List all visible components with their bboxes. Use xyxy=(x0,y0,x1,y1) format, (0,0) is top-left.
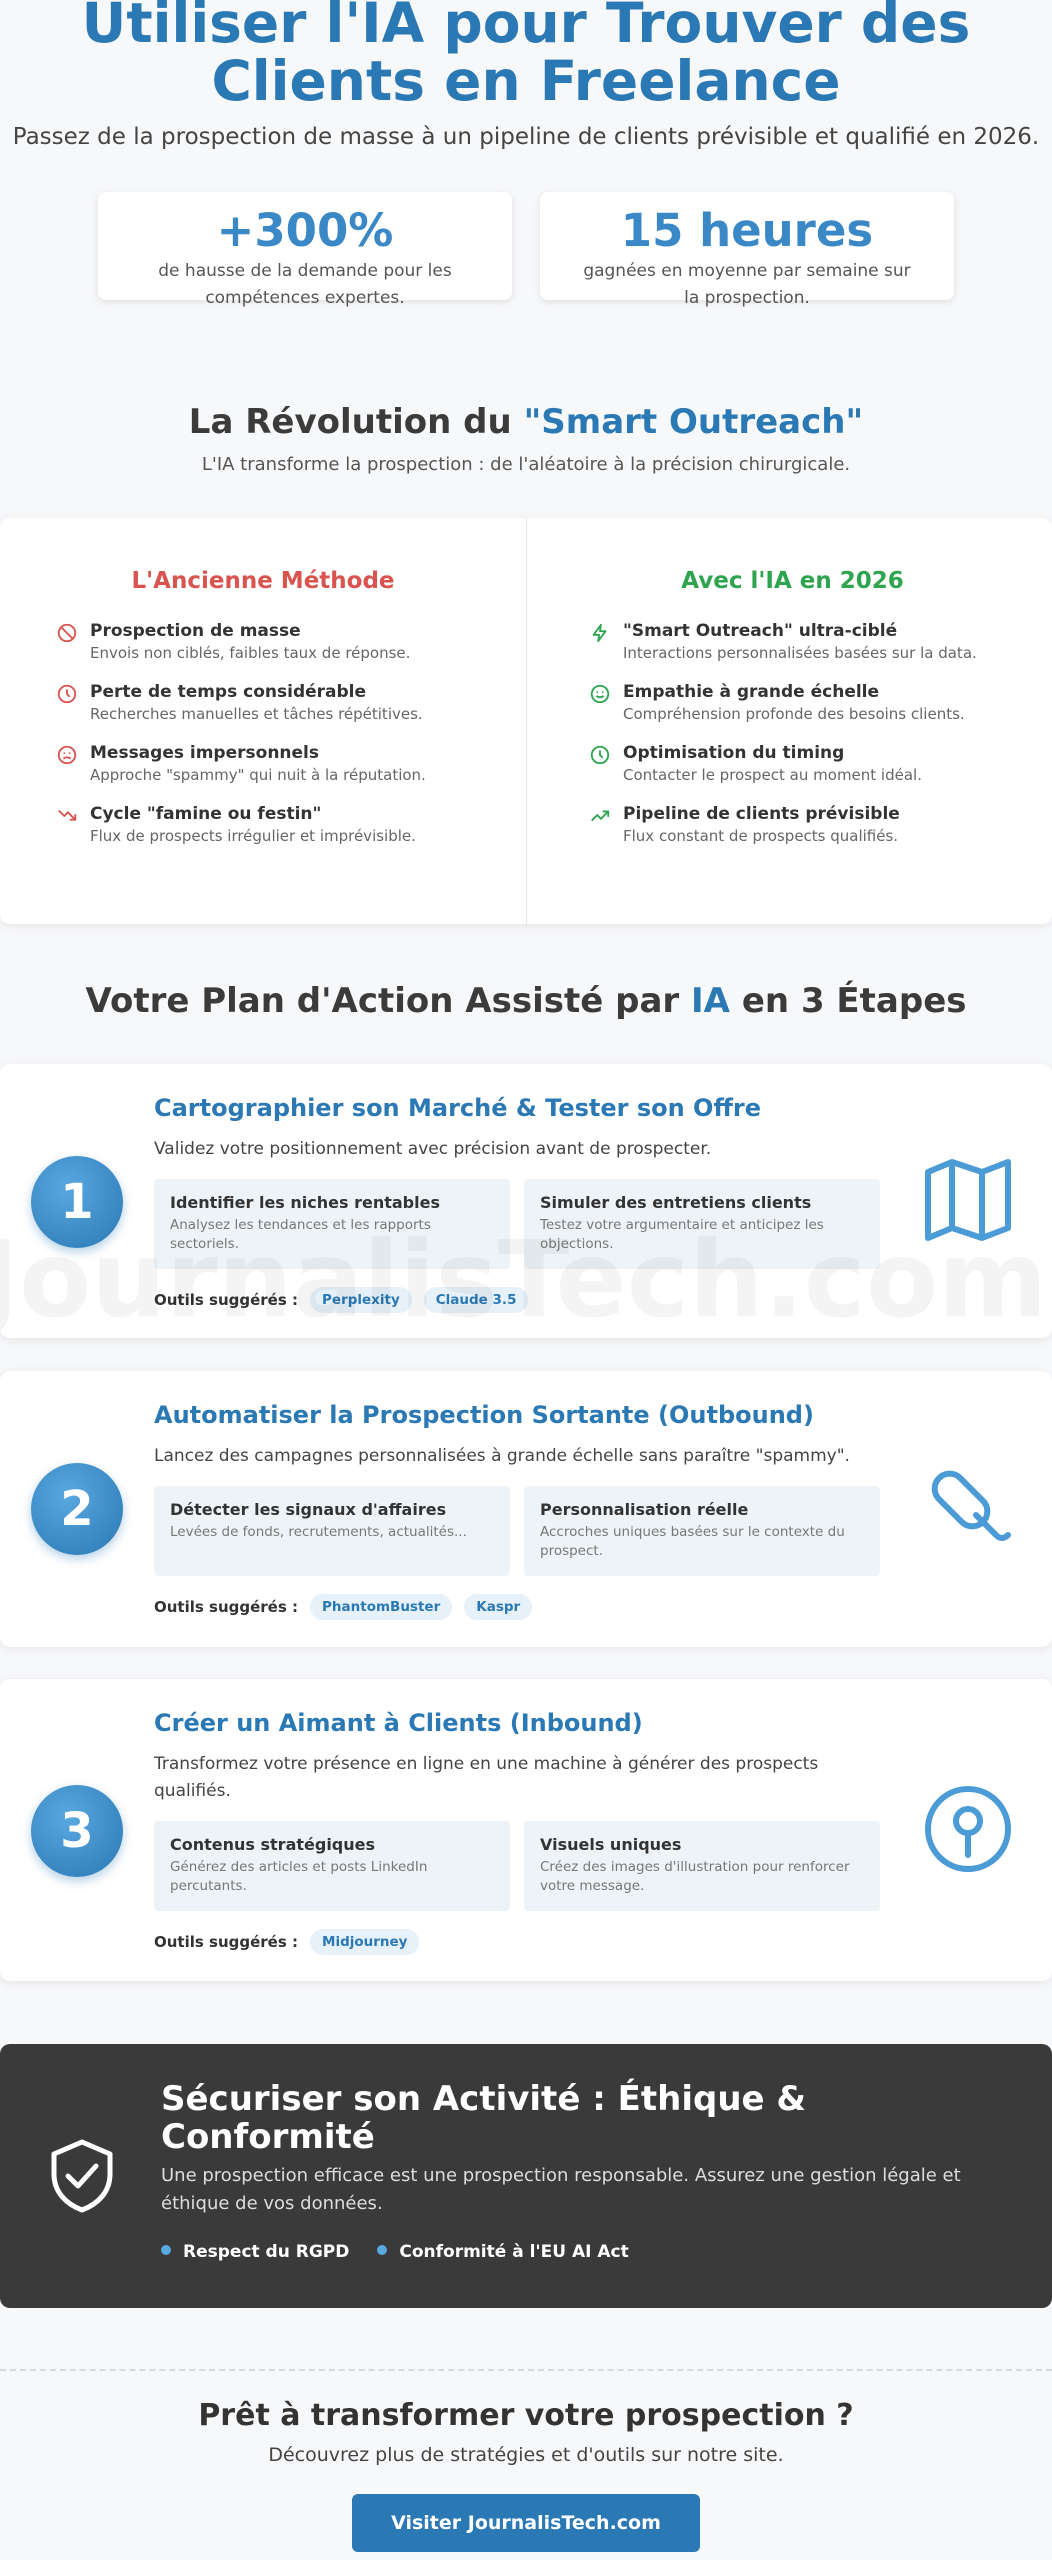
old-method-column xyxy=(0,518,526,924)
item-title: Empathie à grande échelle xyxy=(623,682,880,702)
cta-subtitle: Découvrez plus de stratégies et d'outils sur notre site. xyxy=(268,2444,784,2466)
item-desc: Recherches manuelles et tâches répétitives. xyxy=(90,705,423,723)
smile-face-icon xyxy=(589,683,611,705)
page-title: Utiliser l'IA pour Trouver des Clients en Freelance xyxy=(81,0,971,113)
item-desc: Flux constant de prospects qualifiés. xyxy=(623,827,899,845)
plan-title-suffix: en 3 Étapes xyxy=(730,981,967,1021)
item-title: Perte de temps considérable xyxy=(90,682,367,702)
hero xyxy=(0,0,1052,150)
stat-value: 15 heures xyxy=(620,204,874,257)
list-item xyxy=(589,742,1052,786)
item-title: "Smart Outreach" ultra-ciblé xyxy=(623,621,898,641)
step-lead: Transformez votre présence en ligne en une machine à générer des prospects qualifiés. xyxy=(154,1754,819,1801)
tools-label: Outils suggérés : xyxy=(154,1291,299,1309)
item-desc: Flux de prospects irrégulier et imprévisible. xyxy=(90,827,416,845)
ethics-text: Une prospection efficace est une prospection responsable. Assurez une gestion légale et éthique de vos données. xyxy=(161,2165,961,2214)
new-method-column xyxy=(526,518,1052,924)
location-pin-icon xyxy=(918,1779,1018,1879)
subcard-title: Personnalisation réelle xyxy=(540,1500,749,1519)
subcard-title: Contenus stratégiques xyxy=(170,1835,376,1854)
step-lead: Validez votre positionnement avec précision avant de prospecter. xyxy=(154,1139,712,1159)
item-desc: Interactions personnalisées basées sur la data. xyxy=(623,644,977,662)
step-number: 3 xyxy=(31,1785,123,1877)
stat-desc: gagnées en moyenne par semaine sur la prospection. xyxy=(583,261,911,308)
tool-tag: PhantomBuster xyxy=(310,1594,452,1620)
step-title: Créer un Aimant à Clients (Inbound) xyxy=(154,1709,643,1737)
step-subcard xyxy=(524,1821,880,1911)
subcard-desc: Générez des articles et posts LinkedIn percutants. xyxy=(170,1859,428,1894)
tool-tag: Kaspr xyxy=(464,1594,532,1620)
page-subtitle: Passez de la prospection de masse à un pipeline de clients prévisible et qualifié en 2026. xyxy=(12,124,1040,150)
bullet-item: Respect du RGPD xyxy=(161,2242,349,2262)
tools-label: Outils suggérés : xyxy=(154,1598,299,1616)
step-title: Automatiser la Prospection Sortante (Outbound) xyxy=(154,1401,814,1429)
cta-title: Prêt à transformer votre prospection ? xyxy=(198,2398,854,2433)
step-subcard xyxy=(524,1486,880,1576)
clock-icon xyxy=(56,683,78,705)
subcard-title: Simuler des entretiens clients xyxy=(540,1193,812,1212)
step-subcard xyxy=(154,1486,510,1576)
tools-label: Outils suggérés : xyxy=(154,1933,299,1951)
step-number: 2 xyxy=(31,1463,123,1555)
tools-row xyxy=(154,1929,884,1955)
revolution-subtitle: L'IA transforme la prospection : de l'aléatoire à la précision chirurgicale. xyxy=(201,454,851,475)
tool-tag: Midjourney xyxy=(310,1929,419,1955)
shield-check-icon xyxy=(42,2136,122,2216)
ethics-title: Sécuriser son Activité : Éthique & Conformité xyxy=(161,2079,807,2157)
subcard-title: Identifier les niches rentables xyxy=(170,1193,440,1212)
step-card xyxy=(0,1679,1052,1981)
plan-title-highlight: IA xyxy=(691,981,730,1021)
comparison-panel xyxy=(0,518,1052,924)
bullet-item: Conformité à l'EU AI Act xyxy=(377,2242,628,2262)
lightning-icon xyxy=(589,622,611,644)
list-item xyxy=(56,742,526,786)
step-subcard xyxy=(524,1179,880,1269)
plan-title-prefix: Votre Plan d'Action Assisté par xyxy=(85,981,692,1021)
item-title: Messages impersonnels xyxy=(90,743,319,763)
clock-icon xyxy=(589,744,611,766)
sad-face-icon xyxy=(56,744,78,766)
divider xyxy=(0,2369,1052,2371)
subcard-desc: Accroches uniques basées sur le contexte du prospect. xyxy=(540,1524,845,1559)
stat-value: +300% xyxy=(216,204,394,257)
ethics-banner xyxy=(0,2044,1052,2308)
item-title: Pipeline de clients prévisible xyxy=(623,804,900,824)
step-card xyxy=(0,1064,1052,1338)
item-desc: Envois non ciblés, faibles taux de réponse. xyxy=(90,644,411,662)
list-item xyxy=(56,803,526,847)
visit-site-button[interactable]: Visiter JournalisTech.com xyxy=(352,2494,700,2552)
list-item xyxy=(589,681,1052,725)
step-title: Cartographier son Marché & Tester son Offre xyxy=(154,1094,761,1122)
list-item xyxy=(56,681,526,725)
item-desc: Contacter le prospect au moment idéal. xyxy=(623,766,922,784)
tool-tag: Perplexity xyxy=(310,1287,412,1313)
map-icon xyxy=(918,1150,1018,1250)
stat-card xyxy=(540,192,954,308)
ban-icon xyxy=(56,622,78,644)
stat-card xyxy=(98,192,512,308)
subcard-title: Visuels uniques xyxy=(540,1835,682,1854)
revolution-header xyxy=(0,402,1052,475)
subcard-desc: Créez des images d'illustration pour renforcer votre message. xyxy=(540,1859,850,1894)
subcard-desc: Testez votre argumentaire et anticipez les objections. xyxy=(540,1217,824,1252)
ethics-bullets xyxy=(161,2242,629,2262)
step-subcard xyxy=(154,1821,510,1911)
trend-down-icon xyxy=(56,805,78,827)
step-number: 1 xyxy=(31,1156,123,1248)
new-method-heading: Avec l'IA en 2026 xyxy=(681,568,904,594)
old-method-heading: L'Ancienne Méthode xyxy=(131,568,395,594)
revolution-title-prefix: La Révolution du xyxy=(188,402,524,442)
item-title: Cycle "famine ou festin" xyxy=(90,804,322,824)
item-title: Prospection de masse xyxy=(90,621,301,641)
revolution-title-highlight: "Smart Outreach" xyxy=(523,402,864,442)
list-item xyxy=(56,620,526,664)
trend-up-icon xyxy=(589,805,611,827)
step-card xyxy=(0,1371,1052,1647)
subcard-title: Détecter les signaux d'affaires xyxy=(170,1500,447,1519)
list-item xyxy=(589,620,1052,664)
item-desc: Compréhension profonde des besoins clients. xyxy=(623,705,965,723)
tools-row xyxy=(154,1594,884,1620)
tools-row xyxy=(154,1287,884,1313)
stat-desc: de hausse de la demande pour les compétences expertes. xyxy=(158,261,452,308)
plan-title xyxy=(0,981,1052,1021)
revolution-title xyxy=(0,402,1052,442)
item-desc: Approche "spammy" qui nuit à la réputation. xyxy=(90,766,426,784)
microphone-icon xyxy=(918,1459,1018,1559)
step-lead: Lancez des campagnes personnalisées à grande échelle sans paraître "spammy". xyxy=(154,1446,850,1466)
step-subcard xyxy=(154,1179,510,1269)
item-title: Optimisation du timing xyxy=(623,743,845,763)
tool-tag: Claude 3.5 xyxy=(424,1287,529,1313)
list-item xyxy=(589,803,1052,847)
subcard-desc: Analysez les tendances et les rapports sectoriels. xyxy=(170,1217,431,1252)
stats-row xyxy=(0,192,1052,308)
subcard-desc: Levées de fonds, recrutements, actualités... xyxy=(170,1524,467,1540)
